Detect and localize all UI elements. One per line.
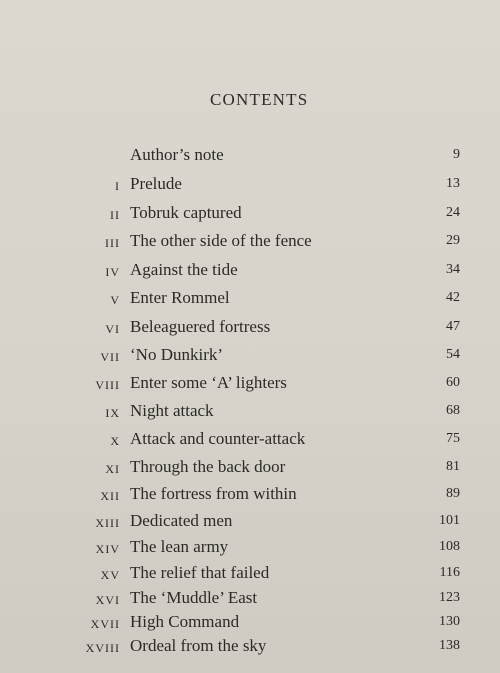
toc-entry <box>0 203 500 227</box>
page-number: 24 <box>446 205 460 220</box>
chapter-title: Through the back door <box>130 457 286 476</box>
chapter-number: XV <box>100 568 120 582</box>
toc-entry <box>0 288 500 312</box>
toc-entry <box>0 145 500 169</box>
toc-entry <box>0 429 500 453</box>
chapter-number: XIV <box>95 542 120 556</box>
toc-entry <box>0 317 500 341</box>
chapter-title: The ‘Muddle’ East <box>130 588 258 607</box>
page-number: 34 <box>446 262 460 277</box>
toc-entry <box>0 588 500 612</box>
toc-entry <box>0 511 500 535</box>
chapter-title: The lean army <box>130 537 229 556</box>
page-number: 54 <box>446 347 460 362</box>
chapter-number: XIII <box>95 516 120 530</box>
page-number: 138 <box>439 638 460 653</box>
page-number: 101 <box>439 513 460 528</box>
chapter-title: High Command <box>130 612 240 631</box>
toc-entry <box>0 612 500 636</box>
chapter-number: XVIII <box>85 641 120 655</box>
toc-entry <box>0 260 500 284</box>
chapter-number: IV <box>105 265 120 279</box>
chapter-title: Night attack <box>130 401 214 420</box>
chapter-title: Author’s note <box>130 145 224 164</box>
page-number: 42 <box>446 290 460 305</box>
chapter-number: XI <box>105 462 120 476</box>
toc-entry <box>0 537 500 561</box>
toc-entry <box>0 636 500 660</box>
page-number: 123 <box>439 590 460 605</box>
toc-entry <box>0 457 500 481</box>
chapter-title: ‘No Dunkirk’ <box>130 345 224 364</box>
chapter-number: XVII <box>90 617 120 631</box>
chapter-number: X <box>110 434 120 448</box>
chapter-number: VII <box>100 350 120 364</box>
page-number: 29 <box>446 233 460 248</box>
page-number: 47 <box>446 319 460 334</box>
chapter-number: II <box>110 208 120 222</box>
toc-entry <box>0 345 500 369</box>
page-number: 130 <box>439 614 460 629</box>
page-number: 13 <box>446 176 460 191</box>
page-number: 60 <box>446 375 460 390</box>
page-number: 116 <box>439 565 460 580</box>
toc-entry <box>0 174 500 198</box>
chapter-title: The other side of the fence <box>130 231 312 250</box>
toc-entry <box>0 484 500 508</box>
page-number: 81 <box>446 459 460 474</box>
chapter-number: V <box>110 293 120 307</box>
chapter-title: The relief that failed <box>130 563 270 582</box>
page-number: 108 <box>439 539 460 554</box>
chapter-number: I <box>115 179 120 193</box>
page-number: 89 <box>446 486 460 501</box>
toc-entry <box>0 231 500 255</box>
chapter-title: Against the tide <box>130 260 238 279</box>
chapter-title: Ordeal from the sky <box>130 636 267 655</box>
page-title: CONTENTS <box>210 90 309 109</box>
chapter-title: Attack and counter-attack <box>130 429 306 448</box>
chapter-title: Dedicated men <box>130 511 233 530</box>
toc-entry <box>0 373 500 397</box>
chapter-title: Enter some ‘A’ lighters <box>130 373 287 392</box>
page-number: 68 <box>446 403 460 418</box>
chapter-title: Beleaguered fortress <box>130 317 271 336</box>
page-number: 75 <box>446 431 460 446</box>
chapter-number: IX <box>105 406 120 420</box>
chapter-title: The fortress from within <box>130 484 297 503</box>
page-number: 9 <box>453 147 460 162</box>
chapter-title: Tobruk captured <box>130 203 242 222</box>
chapter-number: VI <box>105 322 120 336</box>
chapter-number: III <box>105 236 120 250</box>
chapter-title: Enter Rommel <box>130 288 230 307</box>
chapter-number: VIII <box>95 378 120 392</box>
toc-entry <box>0 401 500 425</box>
chapter-number: XII <box>100 489 120 503</box>
chapter-number: XVI <box>95 593 120 607</box>
toc-entry <box>0 563 500 587</box>
chapter-title: Prelude <box>130 174 182 193</box>
